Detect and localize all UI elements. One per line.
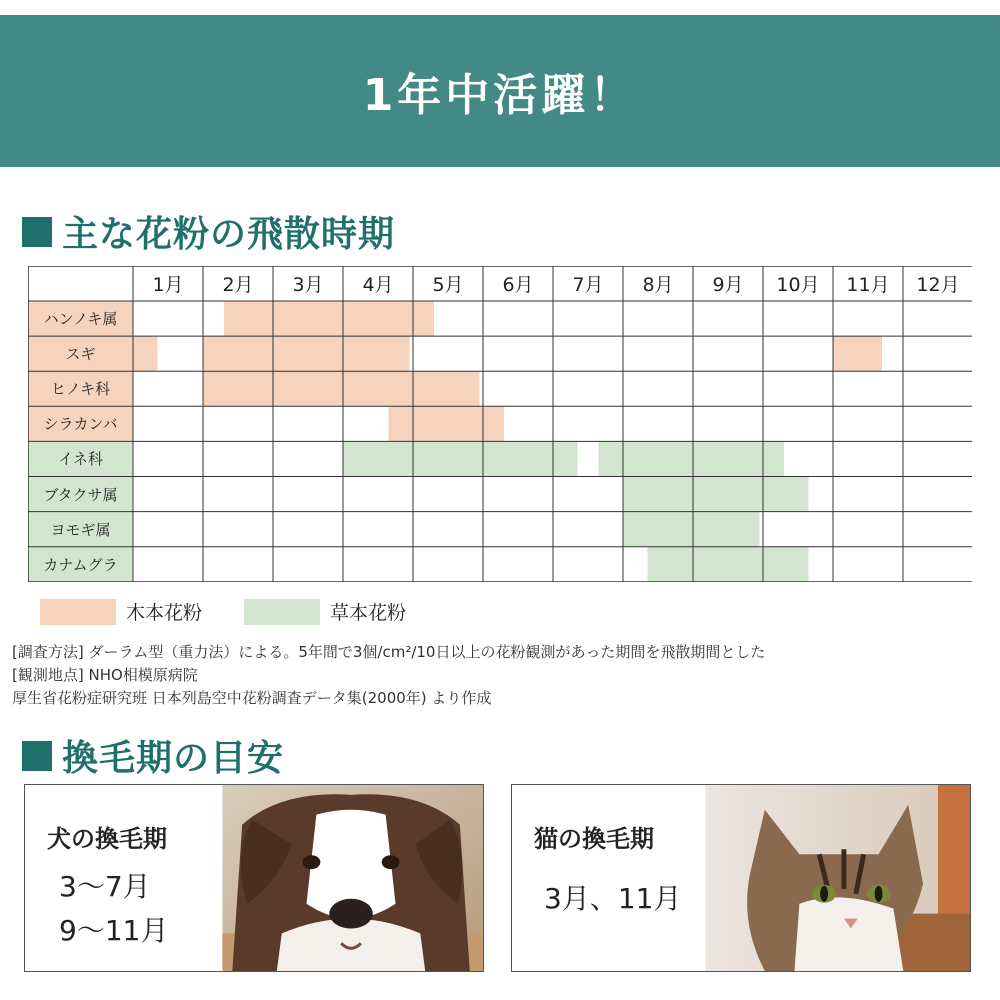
- month-label: 2月: [222, 274, 254, 296]
- pollen-period-bar: [389, 406, 505, 441]
- molting-section-title: 換毛期の目安: [62, 738, 285, 779]
- pollen-type-label: ブタクサ属: [43, 485, 118, 504]
- header-banner: [0, 15, 1000, 167]
- pollen-period-bar: [343, 441, 578, 476]
- cat-molting-card: [511, 784, 971, 972]
- pollen-period-bar: [623, 477, 809, 512]
- banner-title: 1年中活躍！: [362, 70, 638, 121]
- dog-card-title: 犬の換毛期: [47, 825, 167, 853]
- month-label: 7月: [572, 274, 604, 296]
- cat-period: 3月、11月: [544, 882, 682, 915]
- month-label: 4月: [362, 274, 394, 296]
- month-label: 10月: [776, 274, 820, 296]
- pollen-period-bar: [648, 547, 809, 582]
- legend-item-woody: [40, 598, 202, 625]
- pollen-type-label: ハンノキ属: [43, 310, 118, 328]
- dog-period-2: 9〜11月: [59, 914, 169, 947]
- pollen-type-label: スギ: [65, 345, 96, 364]
- month-label: 8月: [642, 274, 674, 296]
- month-label: 3月: [292, 274, 324, 296]
- top-strip: [0, 0, 1000, 15]
- month-label: 1月: [152, 274, 184, 296]
- legend-swatch-woody: [40, 599, 116, 625]
- pollen-period-bar: [623, 512, 760, 547]
- dog-photo: [221, 785, 484, 971]
- legend-swatch-herbaceous: [244, 599, 320, 625]
- pollen-period-bar: [599, 441, 785, 476]
- legend-label-herbaceous: 草本花粉: [330, 602, 407, 624]
- legend-label-woody: 木本花粉: [126, 602, 203, 624]
- heading-square-icon: [22, 741, 52, 771]
- pollen-type-label: カナムグラ: [43, 555, 118, 574]
- pollen-type-label: シラカンバ: [43, 415, 118, 434]
- month-label: 5月: [432, 274, 464, 296]
- pollen-section-title: 主な花粉の飛散時期: [62, 214, 396, 255]
- cat-card-title: 猫の換毛期: [534, 825, 654, 853]
- heading-square-icon: [22, 217, 52, 247]
- pollen-type-label: イネ科: [58, 450, 103, 469]
- month-label: 11月: [846, 274, 890, 296]
- month-label: 9月: [712, 274, 744, 296]
- pollen-type-label: ヨモギ属: [50, 520, 111, 539]
- month-label: 6月: [502, 274, 534, 296]
- chart-legend: [40, 598, 448, 625]
- chart-notes: [12, 641, 765, 710]
- pollen-period-bar: [833, 336, 882, 371]
- molting-section-heading: [22, 730, 284, 781]
- legend-item-herbaceous: [244, 598, 406, 625]
- cat-photo: [704, 785, 971, 971]
- note-source: 厚生省花粉症研究班 日本列島空中花粉調査データ集(2000年) より作成: [12, 689, 492, 707]
- pollen-period-bar: [133, 336, 158, 371]
- dog-period-1: 3〜7月: [59, 870, 151, 903]
- pollen-chart-svg: [28, 266, 972, 582]
- pollen-period-bar: [203, 371, 480, 406]
- pollen-chart: [28, 266, 972, 582]
- pollen-period-bar: [224, 301, 434, 336]
- pollen-section-heading: [22, 206, 395, 257]
- month-label: 12月: [916, 274, 960, 296]
- note-location: [観測地点] NHO相模原病院: [12, 666, 198, 684]
- note-method: [調査方法] ダーラム型（重力法）による。5年間で3個/cm²/10日以上の花粉観測があった期間を飛散期間とした: [12, 643, 766, 661]
- pollen-type-label: ヒノキ科: [50, 380, 111, 399]
- dog-molting-card: [24, 784, 484, 972]
- pollen-period-bar: [203, 336, 410, 371]
